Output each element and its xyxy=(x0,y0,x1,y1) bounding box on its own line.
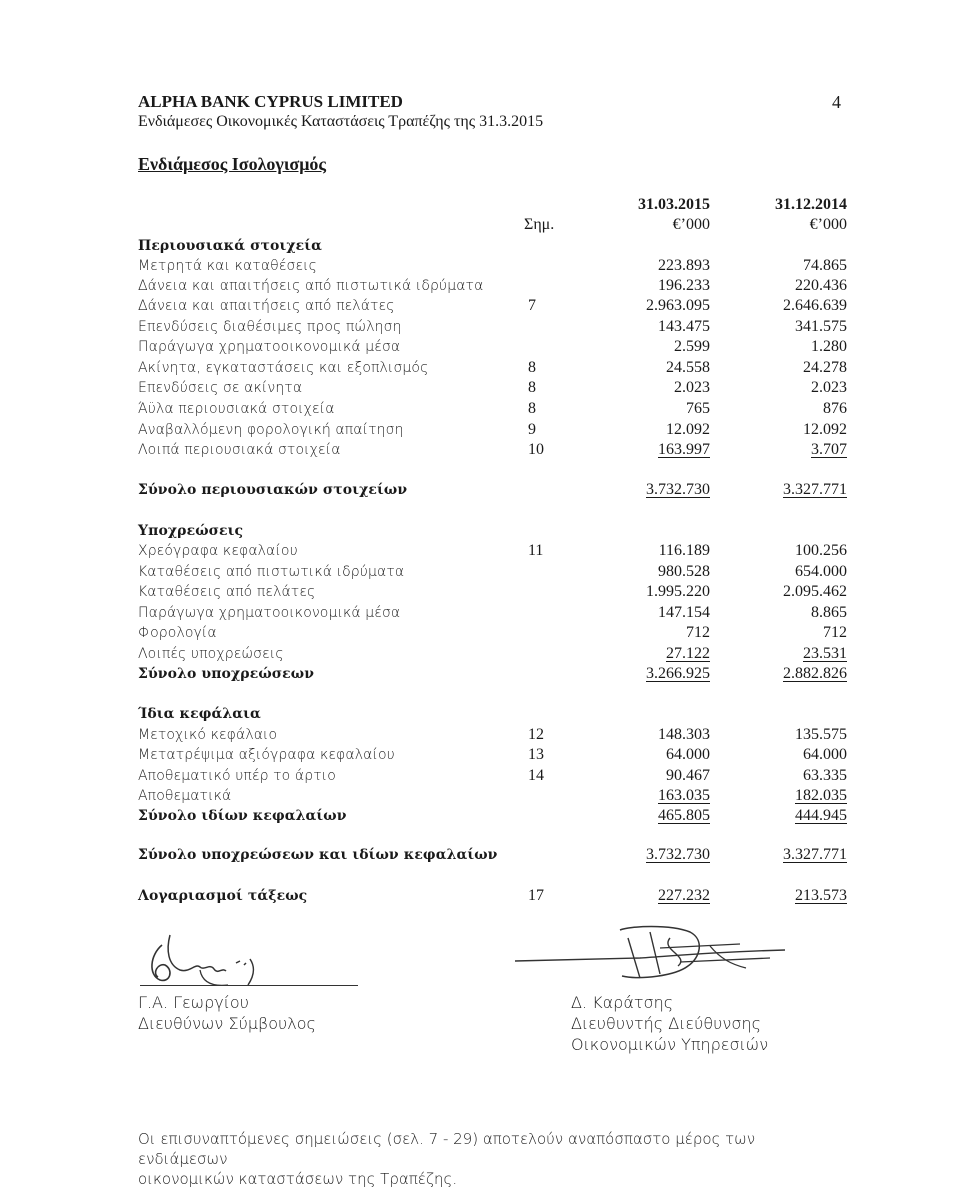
right-signature-image xyxy=(510,918,800,998)
row-label: Δάνεια και απαιτήσεις από πιστωτικά ιδρύματα xyxy=(138,278,484,294)
row-value-1: 163.035 xyxy=(658,787,710,804)
unit-column-1: €’000 xyxy=(672,216,710,233)
row-value-1: 712 xyxy=(686,624,710,641)
equity-heading xyxy=(0,704,960,725)
row-value-2: 12.092 xyxy=(803,421,847,438)
row-value-1: 2.599 xyxy=(674,338,710,355)
row-value-1: 227.232 xyxy=(658,887,710,904)
row-value-2: 2.882.826 xyxy=(783,665,847,682)
row-value-2: 135.575 xyxy=(795,726,847,743)
row-label: Αναβαλλόμενη φορολογική απαίτηση xyxy=(138,422,404,438)
row-value-2: 444.945 xyxy=(795,807,847,824)
column-units-row xyxy=(0,215,960,236)
row-value-2: 8.865 xyxy=(811,604,847,621)
row-value-1: 2.963.095 xyxy=(646,297,710,314)
row-label: Περιουσιακά στοιχεία xyxy=(138,238,322,254)
table-row xyxy=(0,644,960,665)
row-value-1: 980.528 xyxy=(658,563,710,580)
row-value-2: 64.000 xyxy=(803,746,847,763)
row-value-2: 876 xyxy=(823,400,847,417)
right-signatory-name: Δ. Καράτσης xyxy=(571,993,674,1012)
row-value-2: 3.327.771 xyxy=(783,481,847,498)
row-label: Επενδύσεις διαθέσιμες προς πώληση xyxy=(138,319,402,335)
row-note: 7 xyxy=(528,297,536,314)
row-label: Υποχρεώσεις xyxy=(138,523,244,539)
row-note: 10 xyxy=(528,441,544,458)
row-note: 9 xyxy=(528,421,536,438)
row-value-2: 2.023 xyxy=(811,379,847,396)
table-row xyxy=(0,562,960,583)
row-value-1: 223.893 xyxy=(658,257,710,274)
row-value-1: 90.467 xyxy=(666,767,710,784)
row-value-1: 465.805 xyxy=(658,807,710,824)
row-value-1: 24.558 xyxy=(666,359,710,376)
row-label: Αποθεματικό υπέρ το άρτιο xyxy=(138,768,336,784)
left-signatory-name: Γ.Α. Γεωργίου xyxy=(138,993,249,1012)
row-note: 17 xyxy=(528,887,544,904)
row-value-1: 148.303 xyxy=(658,726,710,743)
row-label: Φορολογία xyxy=(138,625,217,641)
row-value-1: 12.092 xyxy=(666,421,710,438)
table-row xyxy=(0,623,960,644)
row-value-2: 182.035 xyxy=(795,787,847,804)
row-value-1: 116.189 xyxy=(658,542,710,559)
row-note: 13 xyxy=(528,746,544,763)
right-signatory-title-2: Οικονομικών Υπηρεσιών xyxy=(571,1035,769,1054)
memo-accounts-row xyxy=(0,886,960,907)
row-value-1: 2.023 xyxy=(674,379,710,396)
table-row xyxy=(0,296,960,317)
row-label: Λοιπές υποχρεώσεις xyxy=(138,646,284,662)
row-label: Σύνολο υποχρεώσεων xyxy=(138,666,315,682)
date-column-2: 31.12.2014 xyxy=(775,196,847,213)
row-label: Σύνολο υποχρεώσεων και ιδίων κεφαλαίων xyxy=(138,847,498,863)
row-value-2: 74.865 xyxy=(803,257,847,274)
table-row xyxy=(0,420,960,441)
row-value-2: 24.278 xyxy=(803,359,847,376)
row-value-1: 1.995.220 xyxy=(646,583,710,600)
table-row xyxy=(0,582,960,603)
row-label: Δάνεια και απαιτήσεις από πελάτες xyxy=(138,298,395,314)
row-value-2: 712 xyxy=(823,624,847,641)
row-label: Λογαριασμοί τάξεως xyxy=(138,888,308,904)
row-value-2: 341.575 xyxy=(795,318,847,335)
row-note: 14 xyxy=(528,767,544,784)
column-dates-row xyxy=(0,195,960,216)
row-note: 8 xyxy=(528,359,536,376)
row-label: Παράγωγα χρηματοοικονομικά μέσα xyxy=(138,605,401,621)
row-label: Άϋλα περιουσιακά στοιχεία xyxy=(138,401,335,417)
row-value-2: 654.000 xyxy=(795,563,847,580)
row-value-1: 147.154 xyxy=(658,604,710,621)
table-row xyxy=(0,276,960,297)
right-signatory-title-1: Διευθυντής Διεύθυνσης xyxy=(571,1014,761,1033)
row-value-2: 63.335 xyxy=(803,767,847,784)
row-note: 12 xyxy=(528,726,544,743)
row-label: Σύνολο ιδίων κεφαλαίων xyxy=(138,808,347,824)
table-row xyxy=(0,603,960,624)
row-label: Καταθέσεις από πιστωτικά ιδρύματα xyxy=(138,564,405,580)
section-title: Ενδιάμεσος Ισολογισμός xyxy=(138,154,327,174)
assets-heading xyxy=(0,236,960,257)
row-value-1: 3.266.925 xyxy=(646,665,710,682)
row-value-1: 3.732.730 xyxy=(646,846,710,863)
row-label: Καταθέσεις από πελάτες xyxy=(138,584,316,600)
page-number: 4 xyxy=(832,92,841,112)
row-value-2: 220.436 xyxy=(795,277,847,294)
row-value-1: 27.122 xyxy=(666,645,710,662)
row-value-2: 2.095.462 xyxy=(783,583,847,600)
row-value-2: 23.531 xyxy=(803,645,847,662)
row-label: Ακίνητα, εγκαταστάσεις και εξοπλισμός xyxy=(138,360,429,376)
liabilities-heading xyxy=(0,521,960,542)
table-row xyxy=(0,745,960,766)
table-row xyxy=(0,725,960,746)
row-value-2: 100.256 xyxy=(795,542,847,559)
table-row xyxy=(0,541,960,562)
row-value-1: 196.233 xyxy=(658,277,710,294)
row-label: Επενδύσεις σε ακίνητα xyxy=(138,380,303,396)
left-signature-line xyxy=(140,985,358,986)
footer-note xyxy=(138,1129,838,1189)
row-value-1: 3.732.730 xyxy=(646,481,710,498)
total-assets-row xyxy=(0,480,960,501)
total-liabilities-row xyxy=(0,664,960,685)
row-label: Παράγωγα χρηματοοικονομικά μέσα xyxy=(138,339,401,355)
table-row xyxy=(0,399,960,420)
table-row xyxy=(0,358,960,379)
total-liabilities-equity-row xyxy=(0,845,960,866)
row-label: Λοιπά περιουσιακά στοιχεία xyxy=(138,442,341,458)
row-value-1: 163.997 xyxy=(658,441,710,458)
row-note: 8 xyxy=(528,400,536,417)
row-label: Σύνολο περιουσιακών στοιχείων xyxy=(138,482,408,498)
table-row xyxy=(0,440,960,461)
row-value-1: 64.000 xyxy=(666,746,710,763)
row-value-2: 3.327.771 xyxy=(783,846,847,863)
row-note: 8 xyxy=(528,379,536,396)
row-label: Ίδια κεφάλαια xyxy=(138,706,261,722)
table-row xyxy=(0,766,960,787)
row-note: 11 xyxy=(528,542,544,559)
row-value-2: 3.707 xyxy=(811,441,847,458)
company-name: ALPHA BANK CYPRUS LIMITED xyxy=(138,92,403,111)
row-value-2: 213.573 xyxy=(795,887,847,904)
row-label: Μετρητά και καταθέσεις xyxy=(138,258,317,274)
row-value-2: 2.646.639 xyxy=(783,297,847,314)
row-label: Μετοχικό κεφάλαιο xyxy=(138,727,278,743)
table-row xyxy=(0,256,960,277)
table-row xyxy=(0,317,960,338)
footer-line-1: Οι επισυναπτόμενες σημειώσεις (σελ. 7 - 29) αποτελούν αναπόσπαστο μέρος των ενδιάμεσων xyxy=(138,1130,756,1168)
table-row xyxy=(0,337,960,358)
row-value-1: 765 xyxy=(686,400,710,417)
row-label: Χρεόγραφα κεφαλαίου xyxy=(138,543,298,559)
footer-line-2: οικονομικών καταστάσεων της Τραπέζης. xyxy=(138,1170,458,1188)
row-value-1: 143.475 xyxy=(658,318,710,335)
document-subtitle: Ενδιάμεσες Οικονομικές Καταστάσεις Τραπέζης της 31.3.2015 xyxy=(138,113,544,130)
unit-column-2: €’000 xyxy=(809,216,847,233)
row-value-2: 1.280 xyxy=(811,338,847,355)
date-column-1: 31.03.2015 xyxy=(638,196,710,213)
total-equity-row xyxy=(0,806,960,827)
row-label: Αποθεματικά xyxy=(138,788,232,804)
table-row xyxy=(0,378,960,399)
row-label: Μετατρέψιμα αξιόγραφα κεφαλαίου xyxy=(138,747,395,763)
left-signatory-title: Διευθύνων Σύμβουλος xyxy=(138,1014,316,1033)
table-row xyxy=(0,786,960,807)
note-column-header: Σημ. xyxy=(524,216,555,233)
